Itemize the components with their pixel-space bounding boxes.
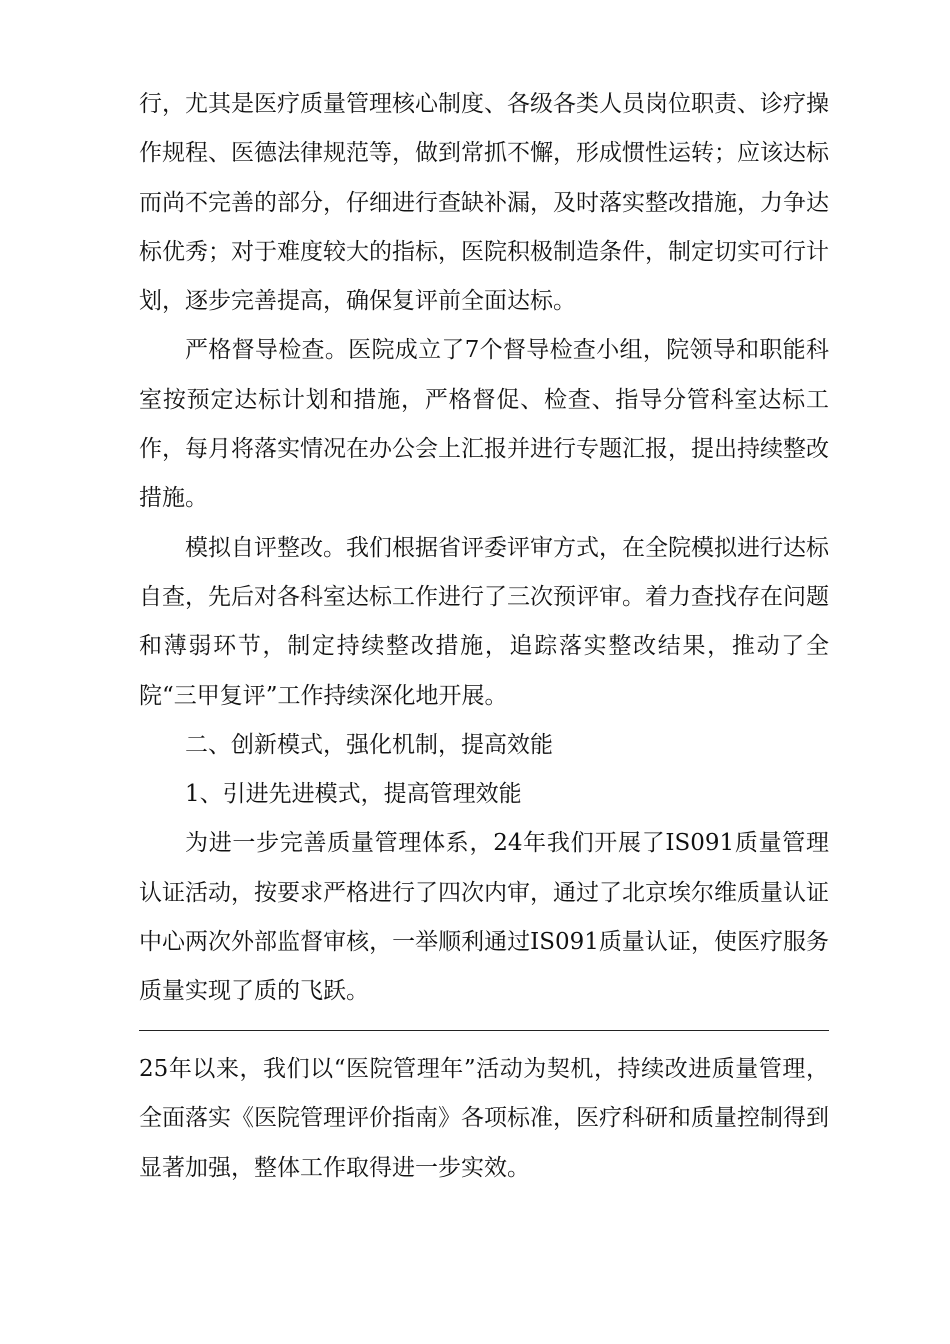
subsection-heading: 1、引进先进模式，提高管理效能 — [185, 781, 522, 808]
paragraph-self-evaluation: 模拟自评整改。我们根据省评委评审方式，在全院模拟进行达标自查，先后对各科室达标工作进行了三次预评审。着力查找存在问题和薄弱环节，制定持续整改措施，追踪落实整改结果，推动了全院“三甲复评”工作持续深化地开展。 — [139, 534, 829, 709]
paragraph-iso-certification: 为进一步完善质量管理体系，24年我们开展了IS091质量管理认证活动，按要求严格进行了四次内审，通过了北京埃尔维质量认证中心两次外部监督审核，一举顺利通过IS091质量认证，使医疗服务质量实现了质的飞跃。 — [139, 830, 829, 1005]
horizontal-divider — [139, 1030, 829, 1031]
paragraph-management-year: 25年以来，我们以“医院管理年”活动为契机，持续改进质量管理，全面落实《医院管理评价指南》各项标准，医疗科研和质量控制得到显著加强，整体工作取得进一步实效。 — [139, 1056, 829, 1181]
paragraph-supervision: 严格督导检查。医院成立了7个督导检查小组，院领导和职能科室按预定达标计划和措施，严格督促、检查、指导分管科室达标工作，每月将落实情况在办公会上汇报并进行专题汇报，提出持续整改措施。 — [139, 337, 829, 512]
tail-body — [139, 1045, 829, 1193]
paragraph-continuation: 行，尤其是医疗质量管理核心制度、各级各类人员岗位职责、诊疗操作规程、医德法律规范等，做到常抓不懈，形成惯性运转；应该达标而尚不完善的部分，仔细进行查缺补漏，及时落实整改措施，力争达标优秀；对于难度较大的指标，医院积极制造条件，制定切实可行计划，逐步完善提高，确保复评前全面达标。 — [139, 91, 829, 315]
main-body — [139, 80, 829, 1017]
section-heading: 二、创新模式，强化机制，提高效能 — [185, 731, 553, 758]
